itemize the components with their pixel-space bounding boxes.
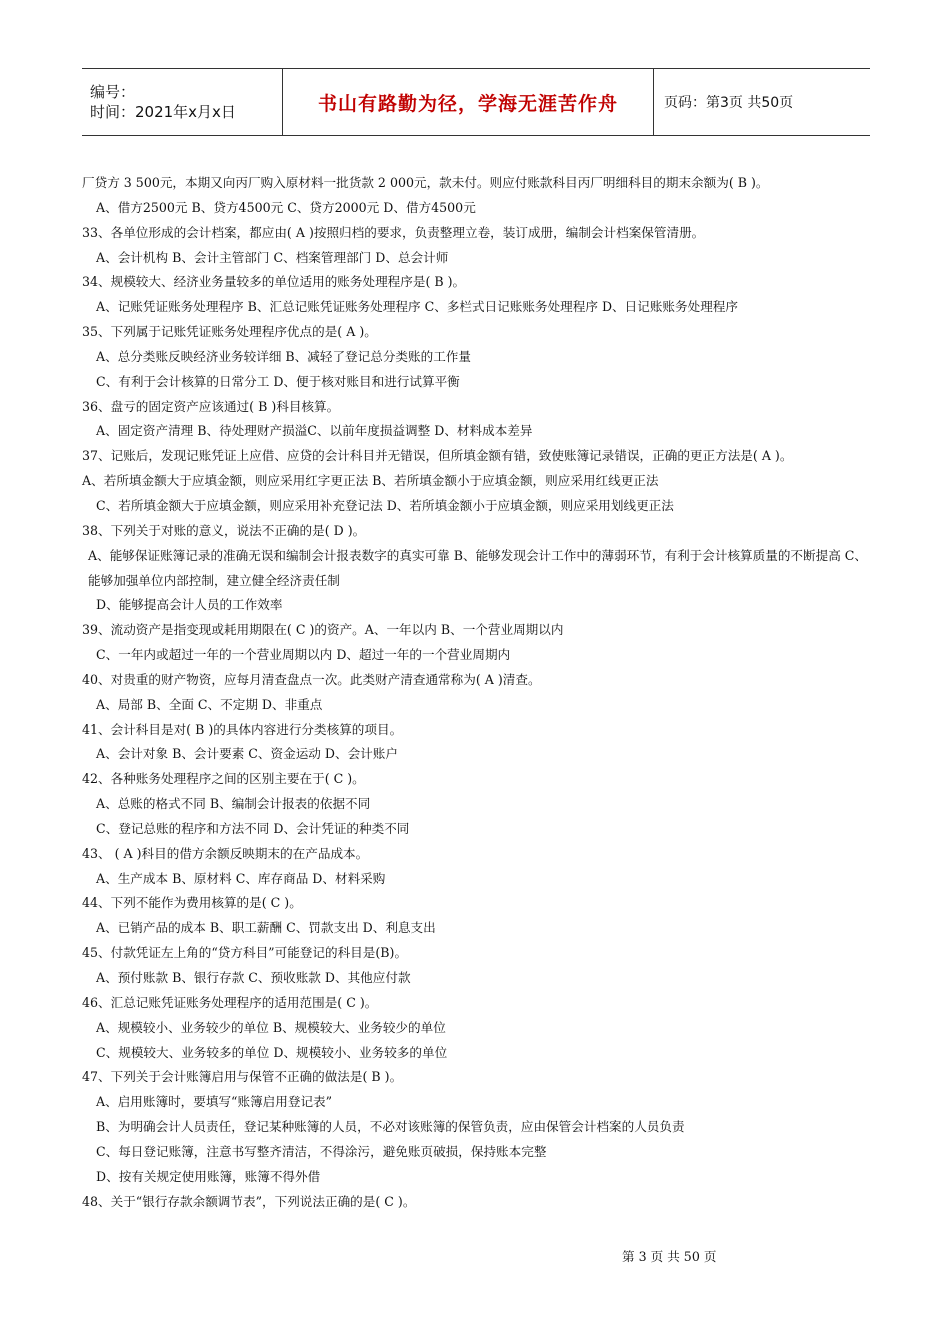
text-line: 43、 ( A )科目的借方余额反映期末的在产品成本。 <box>82 845 369 861</box>
text-line: 42、各种账务处理程序之间的区别主要在于( C )。 <box>82 771 365 787</box>
document-body <box>82 171 872 1214</box>
text-line: C、一年内或超过一年的一个营业周期以内 D、超过一年的一个营业周期内 <box>96 647 511 663</box>
text-line: A、若所填金额大于应填金额，则应采用红字更正法 B、若所填金额小于应填金额，则应采用红线更正法 <box>82 473 659 489</box>
text-line: 46、汇总记账凭证账务处理程序的适用范围是( C )。 <box>82 994 378 1010</box>
header-page-cell <box>654 69 870 135</box>
text-line: B、为明确会计人员责任，登记某种账簿的人员，不必对该账簿的保管负责，应由保管会计档案的人员负责 <box>96 1119 685 1135</box>
page-header <box>82 68 870 136</box>
text-line: A、总账的格式不同 B、编制会计报表的依据不同 <box>96 796 371 812</box>
page-footer: 第 3 页 共 50 页 <box>622 1249 717 1264</box>
text-line: 40、对贵重的财产物资，应每月清查盘点一次。此类财产清查通常称为( A )清查。 <box>82 671 541 687</box>
text-line: 34、规模较大、经济业务量较多的单位适用的账务处理程序是( B )。 <box>82 274 466 290</box>
text-line: A、会计机构 B、会计主管部门 C、档案管理部门 D、总会计师 <box>96 249 449 265</box>
text-line: 37、记账后，发现记账凭证上应借、应贷的会计科目并无错误，但所填金额有错，致使账簿记录错误，正确的更正方法是( A )。 <box>82 448 793 464</box>
text-line: 41、会计科目是对( B )的具体内容进行分类核算的项目。 <box>82 721 403 737</box>
text-line: D、按有关规定使用账簿，账簿不得外借 <box>96 1168 321 1184</box>
text-line: A、预付账款 B、银行存款 C、预收账款 D、其他应付款 <box>96 970 411 985</box>
text-line: 38、下列关于对账的意义，说法不正确的是( D )。 <box>82 522 366 538</box>
text-line: D、能够提高会计人员的工作效率 <box>96 597 283 613</box>
text-line: A、借方2500元 B、贷方4500元 C、贷方2000元 D、借方4500元 <box>96 199 476 215</box>
text-line: A、会计对象 B、会计要素 C、资金运动 D、会计账户 <box>96 746 398 762</box>
text-line: C、有利于会计核算的日常分工 D、便于核对账目和进行试算平衡 <box>96 373 460 389</box>
text-line: C、规模较大、业务较多的单位 D、规模较小、业务较多的单位 <box>96 1044 448 1060</box>
motto: 书山有路勤为径，学海无涯苦作舟 <box>317 92 618 115</box>
number-label: 编号： <box>90 83 136 101</box>
text-line: A、启用账簿时，要填写“账簿启用登记表” <box>96 1094 333 1110</box>
date-label: 时间：2021年x月x日 <box>90 103 236 121</box>
text-line: 47、下列关于会计账簿启用与保管不正确的做法是( B )。 <box>82 1069 403 1085</box>
text-line: C、每日登记账簿，注意书写整齐清洁，不得涂污，避免账页破损，保持账本完整 <box>96 1143 547 1159</box>
text-line: A、总分类账反映经济业务较详细 B、减轻了登记总分类账的工作量 <box>96 348 471 364</box>
text-line: A、生产成本 B、原材料 C、库存商品 D、材料采购 <box>96 870 386 886</box>
text-line: 48、关于“银行存款余额调节表”，下列说法正确的是( C )。 <box>82 1193 416 1209</box>
text-line: A、规模较小、业务较少的单位 B、规模较大、业务较少的单位 <box>96 1019 446 1035</box>
text-line: 厂贷方 3 500元，本期又向丙厂购入原材料一批货款 2 000元，款未付。则应付账款科目丙厂明细科目的期末余额为( B )。 <box>82 175 769 190</box>
header-meta <box>82 69 282 135</box>
text-line: A、记账凭证账务处理程序 B、汇总记账凭证账务处理程序 C、多栏式日记账账务处理程序 D、日记账账务处理程序 <box>96 299 738 315</box>
text-line: 35、下列属于记账凭证账务处理程序优点的是( A )。 <box>82 324 377 340</box>
text-line: A、已销产品的成本 B、职工薪酬 C、罚款支出 D、利息支出 <box>96 920 436 936</box>
text-line: 44、下列不能作为费用核算的是( C )。 <box>82 895 302 911</box>
text-line: A、局部 B、全面 C、不定期 D、非重点 <box>96 696 323 712</box>
text-line: C、登记总账的程序和方法不同 D、会计凭证的种类不同 <box>96 820 410 836</box>
text-line: 36、盘亏的固定资产应该通过( B )科目核算。 <box>82 398 340 414</box>
text-line: A、能够保证账簿记录的准确无误和编制会计报表数字的真实可靠 B、能够发现会计工作中的薄弱环节，有利于会计核算质量的不断提高 C、能够加强单位内部控制，建立健全经济责任制 <box>88 547 868 588</box>
text-line: A、固定资产清理 B、待处理财产损溢C、以前年度损益调整 D、材料成本差异 <box>96 423 533 439</box>
text-line: 33、各单位形成的会计档案，都应由( A )按照归档的要求，负责整理立卷，装订成册，编制会计档案保管清册。 <box>82 224 705 240</box>
text-line: C、若所填金额大于应填金额，则应采用补充登记法 D、若所填金额小于应填金额，则应采用划线更正法 <box>96 497 674 513</box>
header-motto-cell <box>282 69 654 135</box>
text-line: 39、流动资产是指变现或耗用期限在( C )的资产。A、一年以内 B、一个营业周期以内 <box>82 622 564 638</box>
page-label: 页码：第3页 共50页 <box>664 95 794 111</box>
text-line: 45、付款凭证左上角的“贷方科目”可能登记的科目是(B)。 <box>82 945 408 961</box>
